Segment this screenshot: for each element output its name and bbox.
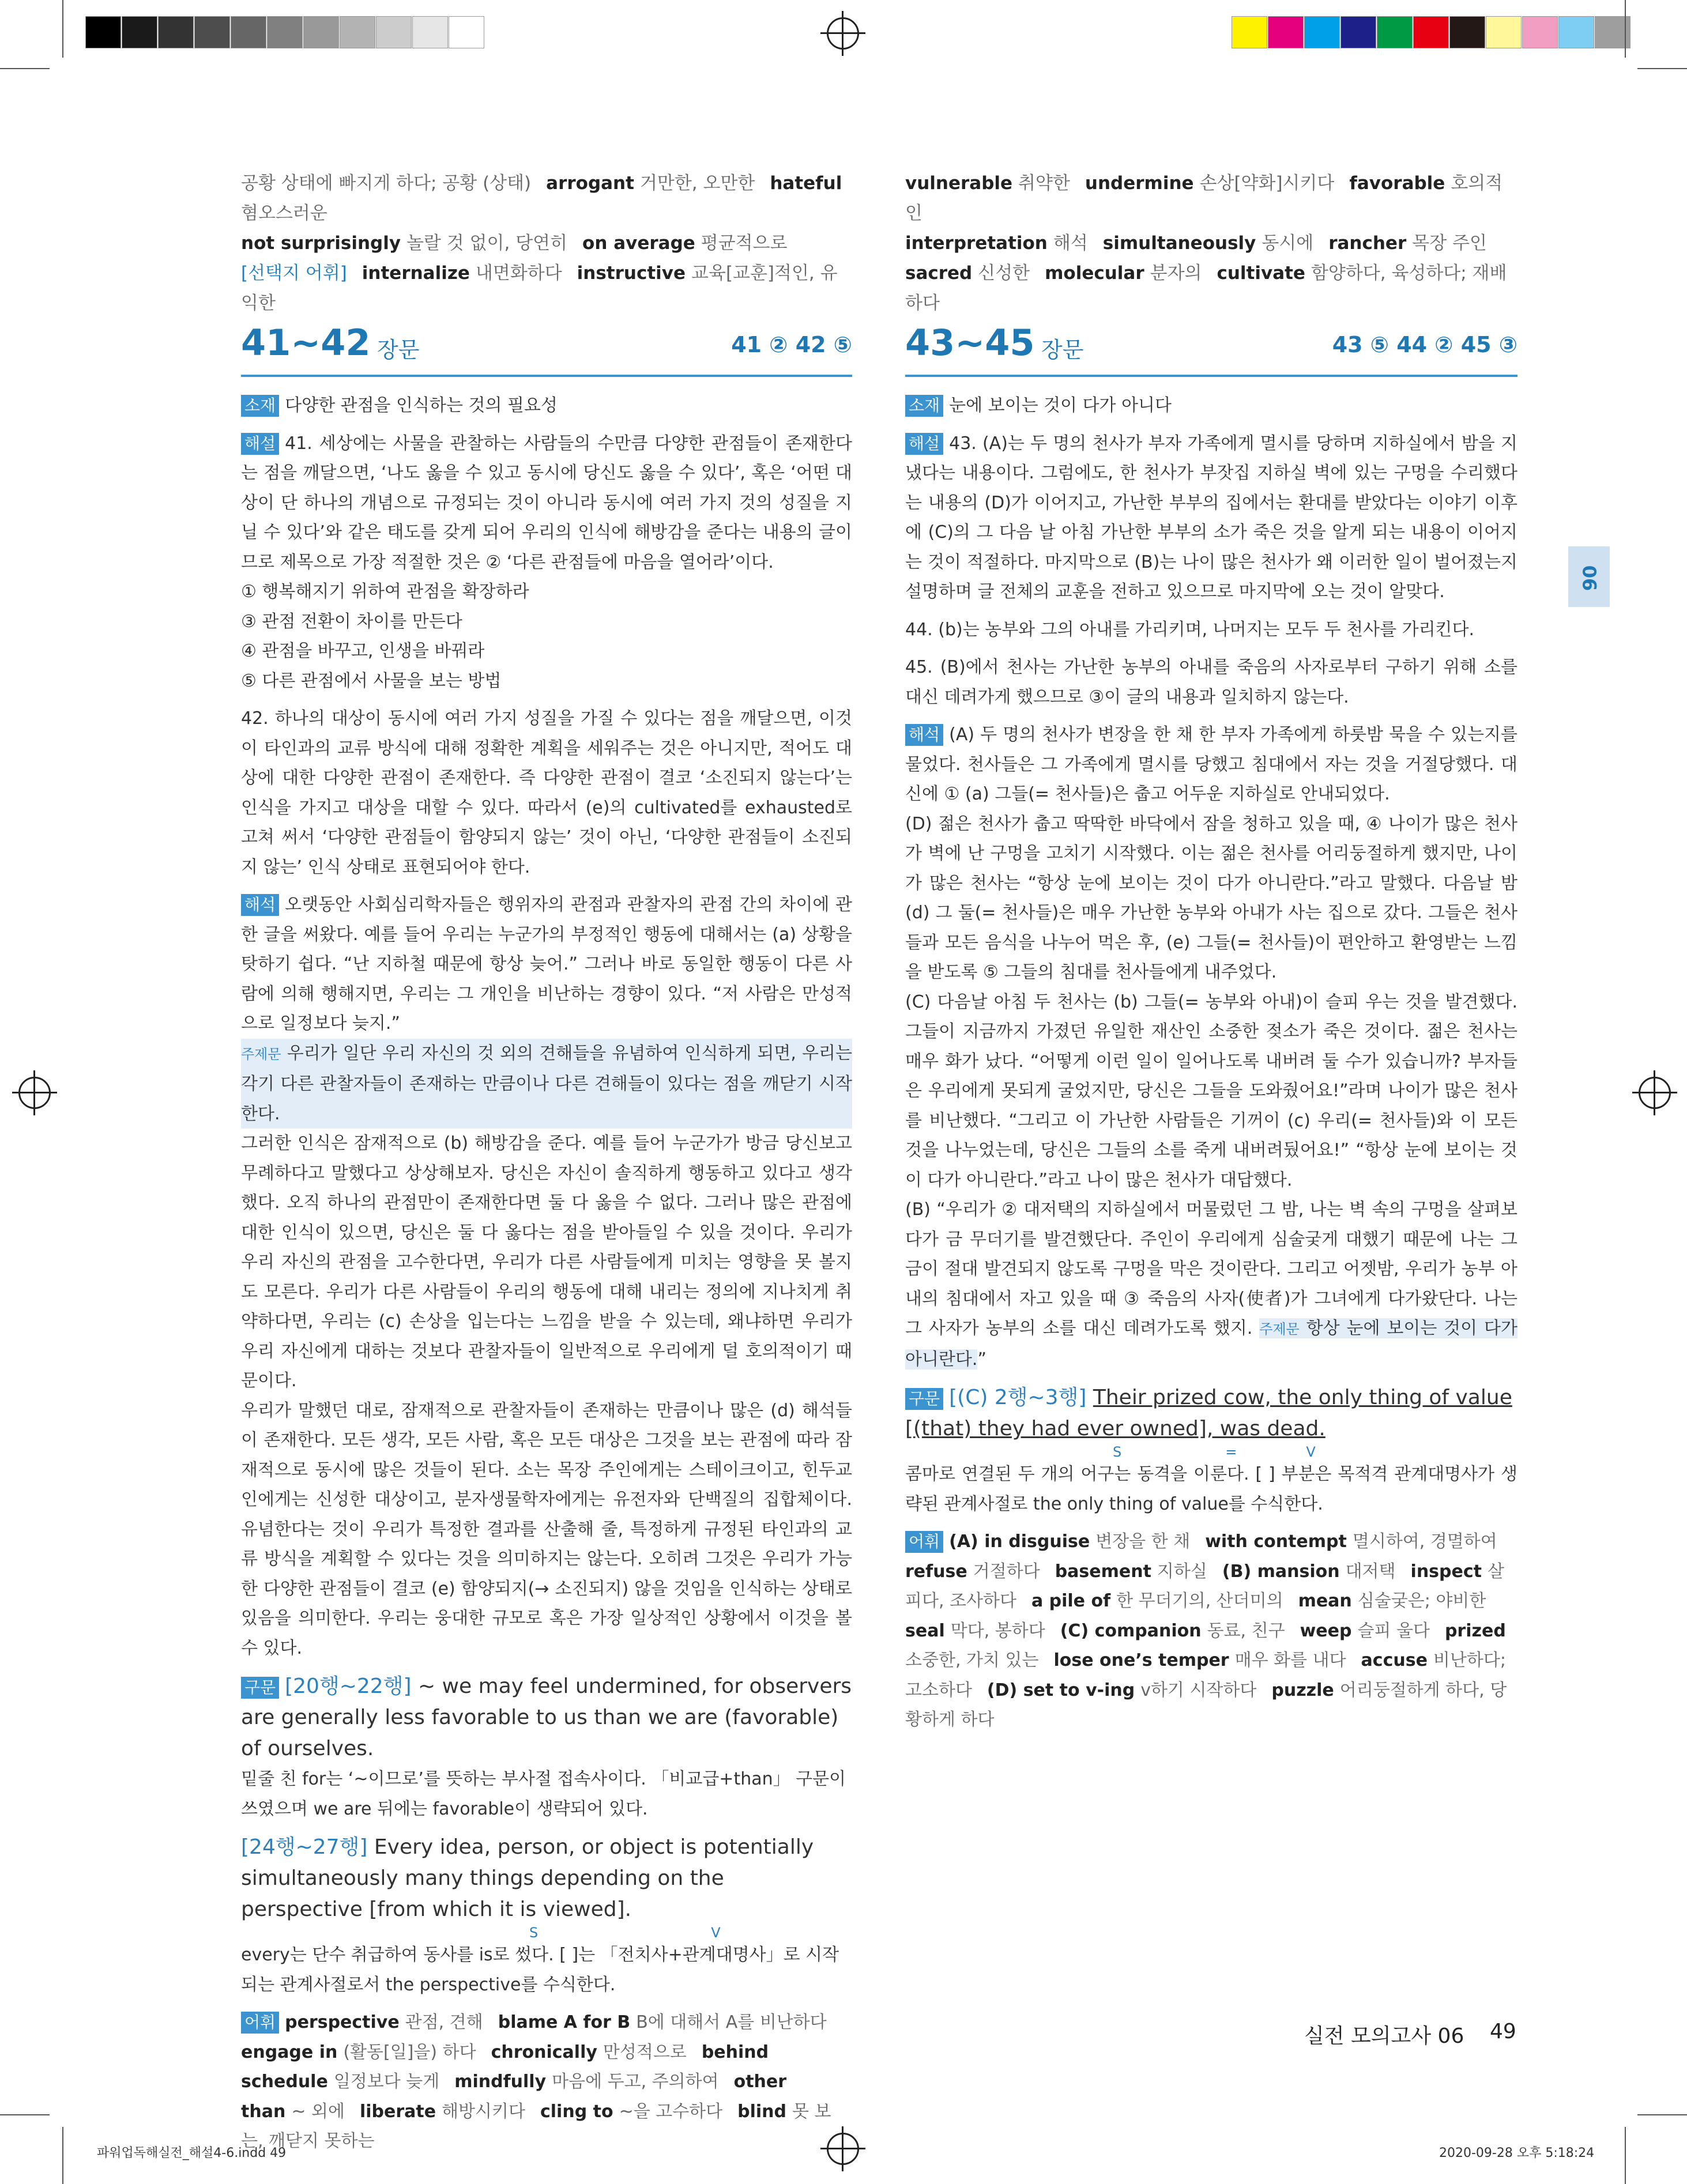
topic-badge: 소재	[241, 395, 279, 417]
vocab-term: (A) in disguise	[949, 1532, 1090, 1552]
theme-label: 주제문	[241, 1046, 281, 1062]
grammar-badge: 구문	[905, 1388, 943, 1410]
color-swatch	[85, 16, 121, 48]
topic-text: 다양한 관점을 인식하는 것의 필요성	[285, 395, 558, 416]
verb-mark: V	[1306, 1444, 1316, 1460]
explanation-45: 45. (B)에서 천사는 가난한 농부의 아내를 죽음의 사자로부터 구하기 위해 소를 대신 데려가게 했으므로 ③이 글의 내용과 일치하지 않는다.	[905, 657, 1517, 707]
color-swatch	[1304, 16, 1340, 48]
vocab-meaning: 혐오스러운	[241, 203, 327, 224]
explanation-badge: 해설	[241, 433, 279, 455]
section-number: 41~42	[241, 322, 371, 364]
vocab-meaning: 거절하다	[973, 1561, 1040, 1582]
explanation-43: 43. (A)는 두 명의 천사가 부자 가족에게 멸시를 당하며 지하실에서 밤을 지냈다는 내용이다. 그럼에도, 한 천사가 부잣집 지하실 벽에 있는 구멍을 수리했다는 내용의 (D)가 이어지고, 가난한 부부의 집에서는 환대를 받았다는 이야기 이후에 (C)의 그 다음 날 아침 가난한 부부의 소가 죽은 것을 알게 되는 내용이 이어지는 것이 적절하다. 마지막으로 (B)는 나이 많은 천사가 왜 이러한 일이 벌어졌는지 설명하며 글 전체의 교훈을 전하고 있으므로 마지막에 오는 것이 알맞다.	[905, 433, 1517, 602]
vocab-tag: [선택지 어휘]	[241, 263, 347, 284]
vocab-line	[241, 228, 852, 258]
grammar-badge: 구문	[241, 1677, 279, 1699]
chapter-tab	[1568, 546, 1610, 607]
vocab-term: with contempt	[1205, 1532, 1347, 1552]
color-swatch	[1558, 16, 1594, 48]
theme-label: 주제문	[1259, 1321, 1300, 1337]
color-swatch	[449, 16, 484, 48]
grammar-note-2: every는 단수 취급하여 동사를 is로 썼다. [ ]는 「전치사+관계대명사」로 시작되는 관계사절로서 the perspective를 수식한다.	[241, 1945, 839, 1995]
answer-option: ⑤ 다른 관점에서 사물을 보는 방법	[241, 670, 502, 691]
crop-mark	[1637, 2114, 1687, 2115]
vocab-meaning: 신성한	[978, 263, 1030, 284]
vocab-term: instructive	[577, 263, 686, 284]
vocab-line	[905, 228, 1517, 258]
vocab-term: blind	[737, 2101, 787, 2122]
grammar-sentence-2: Every idea, person, or object is potentially simultaneously many things depending on the perspective [from which it is viewed].	[241, 1835, 814, 1921]
color-swatch	[1340, 16, 1376, 48]
explanation-badge: 해설	[905, 433, 943, 455]
vocab-term: liberate	[359, 2101, 436, 2122]
vocab-meaning: ~ 외에	[291, 2101, 345, 2122]
registration-mark-left	[18, 1077, 51, 1109]
color-swatch	[1268, 16, 1304, 48]
crop-mark	[62, 0, 63, 58]
grammar-ref-1: [20행~22행]	[285, 1674, 412, 1698]
grammar-sentence: Their prized cow, the only thing of value [(that) they had ever owned], was dead.	[905, 1386, 1512, 1440]
section-header-41-42	[241, 317, 852, 377]
vocab-term: inspect	[1410, 1561, 1482, 1582]
color-swatch	[122, 16, 157, 48]
vocab-meaning: 멸시하여, 경멸하여	[1352, 1532, 1497, 1552]
vocab-term: basement	[1055, 1561, 1151, 1582]
vocab-term: prized	[1444, 1620, 1506, 1641]
translation-badge: 해석	[241, 894, 279, 916]
translation-para-3: 우리가 말했던 대로, 잠재적으로 관찰자들이 존재하는 만큼이나 많은 (d) 해석들이 존재한다. 모든 생각, 모든 사람, 혹은 모든 대상은 그것을 보는 관점에 따라 잠재적으로 동시에 많은 것들이 된다. 소는 목장 주인에게는 스테이크이고, 힌두교인에게는 신성한 대상이고, 분자생물학자에게는 유전자와 단백질의 집합체이다. 유념한다는 것이 우리가 특정한 결과를 산출해 줄, 특정하게 규정된 타인과의 교류 방식을 계획할 수 있다는 것을 의미하지는 않는다. 오히려 그것은 우리가 가능한 다양한 관점들이 결코 (e) 함양되지(→ 소진되지) 않을 것임을 인식하는 상태로 있음을 의미한다. 우리는 웅대한 규모로 혹은 가장 일상적인 상황에서 이것을 볼 수 있다.	[241, 1400, 852, 1658]
explanation-41: 41. 세상에는 사물을 관찰하는 사람들의 수만큼 다양한 관점들이 존재한다는 점을 깨달으면, ‘나도 옳을 수 있고 동시에 당신도 옳을 수 있다’, 혹은 ‘어떤 대상이 단 하나의 개념으로 규정되는 것이 아니라 동시에 여러 가지 것의 성질을 지닐 수 있다’와 같은 태도를 갖게 되어 우리의 인식에 해방감을 준다는 내용의 글이므로 제목으로 가장 적절한 것은 ② ‘다른 관점들에 마음을 열어라’이다.	[241, 433, 852, 572]
vocab-term: cultivate	[1217, 263, 1305, 284]
grammar-ref: [(C) 2행~3행]	[949, 1386, 1087, 1409]
answer-option: ① 행복해지기 위하여 관점을 확장하라	[241, 582, 529, 602]
vocab-term: (D) set to v-ing	[986, 1680, 1135, 1700]
section-number: 43~45	[905, 322, 1035, 364]
vocab-meaning: 동료, 친구	[1207, 1620, 1285, 1641]
verb-mark: V	[711, 1925, 721, 1941]
vocab-term: mean	[1298, 1591, 1352, 1611]
vocab-meaning: 변장을 한 채	[1095, 1532, 1191, 1552]
vocab-line	[241, 168, 852, 228]
vocab-meaning: ~을 고수하다	[619, 2101, 723, 2122]
vocab-term: undermine	[1084, 173, 1194, 194]
vocab-meaning: 대저택	[1345, 1561, 1396, 1582]
color-swatch	[340, 16, 375, 48]
vocab-meaning: 내면화하다	[475, 263, 562, 284]
vocab-meaning: 심술궂은; 야비한	[1357, 1591, 1486, 1611]
vocab-term: puzzle	[1271, 1680, 1334, 1700]
registration-mark-top	[827, 17, 859, 50]
vocab-term: (C) companion	[1060, 1620, 1202, 1641]
vocab-meaning: 분자의	[1150, 263, 1202, 284]
color-swatch	[1486, 16, 1522, 48]
registration-mark-right	[1639, 1077, 1671, 1109]
vocab-term: simultaneously	[1102, 233, 1256, 254]
vocab-term: not surprisingly	[241, 233, 401, 254]
vocab-term: a pile of	[1031, 1591, 1111, 1611]
crop-mark	[1637, 68, 1687, 69]
vocab-meaning: 거만한, 오만한	[639, 173, 755, 194]
vocab-badge: 어휘	[905, 1531, 943, 1553]
crop-mark	[0, 2114, 50, 2115]
vocab-line	[905, 258, 1517, 318]
vocab-meaning: 살피다, 조사하다	[905, 1561, 1504, 1611]
vocab-term: refuse	[905, 1561, 967, 1582]
vocab-term: cling to	[540, 2101, 613, 2122]
translation-para-1: 오랫동안 사회심리학자들은 행위자의 관점과 관찰자의 관점 간의 차이에 관한 글을 써왔다. 예를 들어 우리는 누군가의 부정적인 행동에 대해서는 (a) 상황을 탓하기 쉽다. “난 지하철 때문에 항상 늦어.” 그러나 바로 동일한 행동이 다른 사람에 의해 행해지면, 우리는 그 개인을 비난하는 경향이 있다. “저 사람은 만성적으로 일정보다 늦지.”	[241, 895, 853, 1033]
color-swatch	[1377, 16, 1413, 48]
theme-sentence: 항상 눈에 보이는 것이 다가 아니란다.	[905, 1318, 1517, 1370]
vocab-meaning: 한 무더기의, 산더미의	[1116, 1591, 1283, 1611]
footer-title: 실전 모의고사 06	[1304, 2024, 1464, 2048]
vocab-term: engage in	[241, 2042, 338, 2062]
vocab-meaning: 함양하다, 육성하다; 재배하다	[905, 263, 1507, 314]
answer-key: 41 ② 42 ⑤	[731, 332, 852, 357]
answer-options	[241, 577, 852, 696]
vocab-term: behind schedule	[241, 2042, 769, 2092]
explanation-44: 44. (b)는 농부와 그의 아내를 가리키며, 나머지는 모두 두 천사를 가리킨다.	[905, 619, 1475, 640]
translation-a: (A) 두 명의 천사가 변장을 한 채 한 부자 가족에게 하룻밤 묵을 수 있는지를 물었다. 천사들은 그 가족에게 멸시를 당했고 침대에서 자는 것을 거절당했다. 대신에 ① (a) 그들(= 천사들)은 춥고 어두운 지하실로 안내되었다.	[905, 725, 1517, 804]
vocab-meaning: B에 대해서 A를 비난하다	[636, 2012, 827, 2032]
vocab-term: chronically	[491, 2042, 597, 2062]
vocab-badge: 어휘	[241, 2012, 279, 2034]
left-column-body	[241, 391, 852, 2156]
crop-mark	[1625, 2127, 1626, 2184]
crop-mark	[0, 68, 50, 69]
vocab-meaning: 평균적으로	[701, 233, 788, 254]
answer-option: ④ 관점을 바꾸고, 인생을 바꿔라	[241, 641, 485, 661]
vocab-list	[241, 2012, 842, 2151]
vocab-term: other than	[241, 2072, 787, 2122]
vocab-meaning: 공황 상태에 빠지게 하다; 공황 (상태)	[241, 173, 532, 194]
top-vocab-right	[905, 168, 1517, 318]
vocab-meaning: 교육[교훈]적인, 유익한	[241, 263, 838, 314]
color-swatch	[267, 16, 303, 48]
color-swatch	[158, 16, 194, 48]
vocab-term: blame A for B	[498, 2012, 631, 2032]
subject-mark: S	[529, 1925, 539, 1941]
vocab-meaning: 소중한, 가치 있는	[905, 1650, 1039, 1670]
color-swatch	[194, 16, 230, 48]
right-column-body: 소재 눈에 보이는 것이 다가 아니다 해설 43. (A)는 두 명의 천사가 부자 가족에게 멸시를 당하며 지하실에서 밤을 지냈다는 내용이다. 그럼에도, 한 천사가 부잣집 지하실 벽에 있는 구멍을 수리했다는 내용의 (D)가 이어지고, 가난한 부부의 집에서는 환대를 받았다는 이야기 이후에 (C)의 그 다음 날 아침 가난한 부부의 소가 죽은 것을 알게 되는 내용이 이어지는 것이 적절하다. 마지막으로 (B)는 나이 많은 천사가 왜 이러한 일이 벌어졌는지 설명하며 글 전체의 교훈을 전하고 있으므로 마지막에 오는 것이 알맞다. 44. (b)는 농부와 그의 아내를 가리키며, 나머지는 모두 두 천사를 가리킨다. 45. (B)에서 천사는 가난한 농부의 아내를 죽음의 사자로부터 구하기 위해 소를 대신 데려가게 했으므로 ③이 글의 내용과 일치하지 않는다. 해석 (A) 두 명의 천사가 변장을 한 채 한 부자 가족에게 하룻밤 묵을 수 있는지를 물었다. 천사들은 그 가족에게 멸시를 당했고 침대에서 자는 것을 거절당했다. 대신에 ① (a) 그들(= 천사들)은 춥고 어두운 지하실로 안내되었다. (D) 젊은 천사가 춥고 딱딱한 바닥에서 잠을 청하고 있을 때, ④ 나이가 많은 천사가 벽에 난 구멍을 고치기 시작했다. 이는 젊은 천사를 어리둥절하게 했지만, 나이가 많은 천사는 “항상 눈에 보이는 것이 다가 아니란다.”라고 말했다. 다음날 밤 (d) 그 둘(= 천사들)은 매우 가난한 농부와 아내가 사는 집으로 갔다. 그들은 천사들과 모든 음식을 나누어 먹은 후, (e) 그들(= 천사들)이 편안하고 환영받는 느낌을 받도록 ⑤ 그들의 침대를 천사들에게 내주었다. (C) 다음날 아침 두 천사는 (b) 그들(= 농부와 아내)이 슬피 우는 것을 발견했다. 그들이 지금까지 가졌던 유일한 재산인 소중한 젖소가 죽은 것이다. 젊은 천사는 매우 화가 났다. “어떻게 이런 일이 일어나도록 내버려 둘 수가 있습니까? 부자들은 우리에게 못되게 굴었지만, 당신은 그들을 도와줬어요!”라며 나이가 많은 천사를 비난했다. “그리고 이 가난한 사람들은 기꺼이 (c) 우리(= 천사들)와 이 모든 것을 나누었는데, 당신은 그들의 소를 죽게 내버려뒀어요!” “항상 눈에 보이는 것이 다가 아니란다.”라고 나이 많은 천사가 대답했다. (B) “우리가 ② 대저택의 지하실에서 머물렀던 그 밤, 나는 벽 속의 구멍을 살펴보다가 금 무더기를 발견했단다. 주인이 우리에게 심술궂게 대했기 때문에 나는 그 금이 절대 발견되지 않도록 구멍을 막은 것이란다. 그리고 어젯밤, 우리가 농부 아내의 침대에서 자고 있을 때 ③ 죽음의 사자(使者)가 그녀에게 다가왔단다. 나는 그 사자가 농부의 소를 대신 데려가도록 했지. 주제문 항상 눈에 보이는 것이 다가 아니란다.” 구문 [(C) 2행~3행] Their prized cow, the only thing of value [(that) they had ever owned], was dead. S = V 콤마로 연결된 두 개의 어구는 동격을 이룬다. [ ] 부분은 목적격 관계대명사가 생략된 관계사절로 the only thing of value를 수식한다. 어휘 (A) in disguise 변장을 한 채 with contempt 멸시하여, 경멸하여refuse 거절하다 basement 지하실 (B) mansion 대저택 inspect 살피다, 조사하다 a pile of 한 무더기의, 산더미의 mean 심술궂은; 야비한seal 막다, 봉하다 (C) companion 동료, 친구 weep 슬피 울다 prized소중한, 가치 있는 lose one’s temper 매우 화를 내다 accuse 비난하다; 고소하다 (D) set to v-ing v하기 시작하다 puzzle 어리둥절하게 하다, 당황하게 하다	[905, 395, 1517, 1730]
theme-sentence: 우리가 일단 우리 자신의 것 외의 견해들을 유념하여 인식하게 되면, 우리는 각기 다른 관찰자들이 존재하는 만큼이나 다른 견해들이 있다는 점을 깨닫기 시작한다.	[241, 1043, 852, 1124]
answer-key: 43 ⑤ 44 ② 45 ③	[1332, 332, 1517, 357]
vocab-term: accuse	[1361, 1650, 1428, 1670]
timestamp-slug: 2020-09-28 오후 5:18:24	[1439, 2146, 1595, 2160]
chapter-tab-label: 06	[1578, 565, 1601, 591]
translation-d: (D) 젊은 천사가 춥고 딱딱한 바닥에서 잠을 청하고 있을 때, ④ 나이가 많은 천사가 벽에 난 구멍을 고치기 시작했다. 이는 젊은 천사를 어리둥절하게 했지만, 나이가 많은 천사는 “항상 눈에 보이는 것이 다가 아니란다.”라고 말했다. 다음날 밤 (d) 그 둘(= 천사들)은 매우 가난한 농부와 아내가 사는 집으로 갔다. 그들은 천사들과 모든 음식을 나누어 먹은 후, (e) 그들(= 천사들)이 편안하고 환영받는 느낌을 받도록 ⑤ 그들의 침대를 천사들에게 내주었다.	[905, 813, 1517, 982]
section-label: 장문	[377, 337, 420, 363]
color-swatch	[1449, 16, 1485, 48]
vocab-meaning: 어리둥절하게 하다, 당황하게 하다	[905, 1680, 1507, 1730]
crop-mark	[62, 2127, 63, 2184]
appositive-mark: =	[1225, 1444, 1237, 1460]
color-swatch	[1232, 16, 1267, 48]
vocab-term: interpretation	[905, 233, 1048, 254]
vocab-meaning: 못 보는, 깨닫지 못하는	[241, 2101, 831, 2151]
vocab-term: arrogant	[546, 173, 634, 194]
vocab-term: internalize	[362, 263, 470, 284]
vocab-term: sacred	[905, 263, 973, 284]
vocab-meaning: 비난하다; 고소하다	[905, 1650, 1506, 1700]
vocab-term: lose one’s temper	[1053, 1650, 1229, 1670]
topic-badge: 소재	[905, 395, 943, 417]
grammar-ref-2: [24행~27행]	[241, 1835, 368, 1859]
vocab-meaning: (활동[일]을) 하다	[343, 2042, 476, 2062]
top-vocab-left	[241, 168, 852, 318]
answer-option: ③ 관점 전환이 차이를 만든다	[241, 611, 462, 632]
vocab-term: hateful	[770, 173, 842, 194]
color-swatch	[1413, 16, 1449, 48]
vocab-meaning: 동시에	[1262, 233, 1314, 254]
vocab-meaning: 지하실	[1157, 1561, 1207, 1582]
grammar-sentence-1: ~ we may feel undermined, for observers are generally less favorable to us than we are (favorable) of ourselves.	[241, 1674, 852, 1760]
vocab-meaning: 막다, 봉하다	[950, 1620, 1045, 1641]
vocab-term: on average	[582, 233, 695, 254]
translation-c: (C) 다음날 아침 두 천사는 (b) 그들(= 농부와 아내)이 슬피 우는 것을 발견했다. 그들이 지금까지 가졌던 유일한 재산인 소중한 젖소가 죽은 것이다. 젊은 천사는 매우 화가 났다. “어떻게 이런 일이 일어나도록 내버려 둘 수가 있습니까? 부자들은 우리에게 못되게 굴었지만, 당신은 그들을 도와줬어요!”라며 나이가 많은 천사를 비난했다. “그리고 이 가난한 사람들은 기꺼이 (c) 우리(= 천사들)와 이 모든 것을 나누었는데, 당신은 그들의 소를 죽게 내버려뒀어요!” “항상 눈에 보이는 것이 다가 아니란다.”라고 나이 많은 천사가 대답했다.	[905, 991, 1517, 1190]
vocab-meaning: 호의적인	[905, 173, 1503, 224]
vocab-meaning: 놀랄 것 없이, 당연히	[406, 233, 568, 254]
vocab-meaning: v하기 시작하다	[1140, 1680, 1257, 1700]
color-swatch	[376, 16, 412, 48]
grammar-note-1: 밑줄 친 for는 ‘~이므로’를 뜻하는 부사절 접속사이다. 「비교급+than」 구문이 쓰였으며 we are 뒤에는 favorable이 생략되어 있다.	[241, 1769, 846, 1819]
vocab-term: (B) mansion	[1222, 1561, 1340, 1582]
vocab-term: seal	[905, 1620, 945, 1641]
vocab-meaning: 해방시키다	[442, 2101, 525, 2122]
vocab-meaning: 목장 주인	[1412, 233, 1487, 254]
vocab-term: molecular	[1045, 263, 1144, 284]
color-swatch	[231, 16, 266, 48]
vocab-term: favorable	[1349, 173, 1445, 194]
translation-b: (B) “우리가 ② 대저택의 지하실에서 머물렀던 그 밤, 나는 벽 속의 구멍을 살펴보다가 금 무더기를 발견했단다. 주인이 우리에게 심술궂게 대했기 때문에 나는 그 금이 절대 발견되지 않도록 구멍을 막은 것이란다. 그리고 어젯밤, 우리가 농부 아내의 침대에서 자고 있을 때 ③ 죽음의 사자(使者)가 그녀에게 다가왔단다. 나는 그 사자가 농부의 소를 대신 데려가도록 했지.	[905, 1199, 1517, 1338]
file-slug: 파워업독해실전_해설4-6.indd 49	[97, 2146, 287, 2160]
vocab-meaning: 마음에 두고, 주의하여	[552, 2072, 719, 2092]
subject-mark: S	[1113, 1444, 1122, 1460]
vocab-meaning: 만성적으로	[602, 2042, 687, 2062]
vocab-meaning: 취약한	[1018, 173, 1070, 194]
grammar-note: 콤마로 연결된 두 개의 어구는 동격을 이룬다. [ ] 부분은 목적격 관계대명사가 생략된 관계사절로 the only thing of value를 수식한다.	[905, 1464, 1517, 1514]
vocab-meaning: 해석	[1053, 233, 1088, 254]
vocab-meaning: 관점, 견해	[405, 2012, 483, 2032]
translation-para-2: 그러한 인식은 잠재적으로 (b) 해방감을 준다. 예를 들어 누군가가 방금 당신보고 무례하다고 말했다고 상상해보자. 당신은 자신이 솔직하게 행동하고 있다고 생각했다. 오직 하나의 관점만이 존재한다면 둘 다 옳을 수 없다. 그러나 많은 관점에 대한 인식이 있으면, 당신은 둘 다 옳다는 점을 받아들일 수 있을 것이다. 우리가 우리 자신의 관점을 고수한다면, 우리가 다른 사람들에게 미치는 영향을 못 볼지도 모른다. 우리가 다른 사람들이 우리의 행동에 대해 내리는 정의에 지나치게 취약하다면, 우리는 (c) 손상을 입는다는 느낌을 받을 수 있는데, 왜냐하면 우리가 우리 자신에게 대하는 것보다 관찰자들이 일반적으로 우리에게 덜 호의적이기 때문이다.	[241, 1133, 852, 1391]
vocab-term: vulnerable	[905, 173, 1013, 194]
color-swatch	[412, 16, 448, 48]
explanation-42: 42. 하나의 대상이 동시에 여러 가지 성질을 가질 수 있다는 점을 깨달으면, 이것이 타인과의 교류 방식에 대해 정확한 계획을 세워주는 것은 아니지만, 적어도 대상에 대한 다양한 관점이 존재한다. 즉 다양한 관점이 결코 ‘소진되지 않는다’는 인식을 가지고 대상을 대할 수 있다. 따라서 (e)의 cultivated를 exhausted로 고쳐 써서 ‘다양한 관점들이 함양되지 않는’ 것이 아닌, ‘다양한 관점들이 소진되지 않는’ 인식 상태로 표현되어야 한다.	[241, 708, 852, 877]
topic-text: 눈에 보이는 것이 다가 아니다	[949, 395, 1172, 416]
section-header-43-45	[905, 317, 1517, 377]
vocab-meaning: 슬피 울다	[1357, 1620, 1430, 1641]
color-swatch	[303, 16, 339, 48]
vocab-line	[241, 258, 852, 318]
crop-mark	[1625, 0, 1626, 58]
vocab-list	[905, 1532, 1512, 1730]
vocab-term: mindfully	[454, 2072, 547, 2092]
vocab-line	[905, 168, 1517, 228]
vocab-term: perspective	[285, 2012, 400, 2032]
section-label: 장문	[1041, 337, 1084, 363]
vocab-meaning: 손상[약화]시키다	[1199, 173, 1335, 194]
vocab-term: rancher	[1328, 233, 1407, 254]
page-number: 49	[1490, 2020, 1516, 2043]
color-swatch	[1522, 16, 1558, 48]
vocab-term: weep	[1300, 1620, 1352, 1641]
vocab-meaning: 매우 화를 내다	[1234, 1650, 1346, 1670]
translation-badge: 해석	[905, 724, 943, 746]
vocab-meaning: 일정보다 늦게	[333, 2072, 440, 2092]
